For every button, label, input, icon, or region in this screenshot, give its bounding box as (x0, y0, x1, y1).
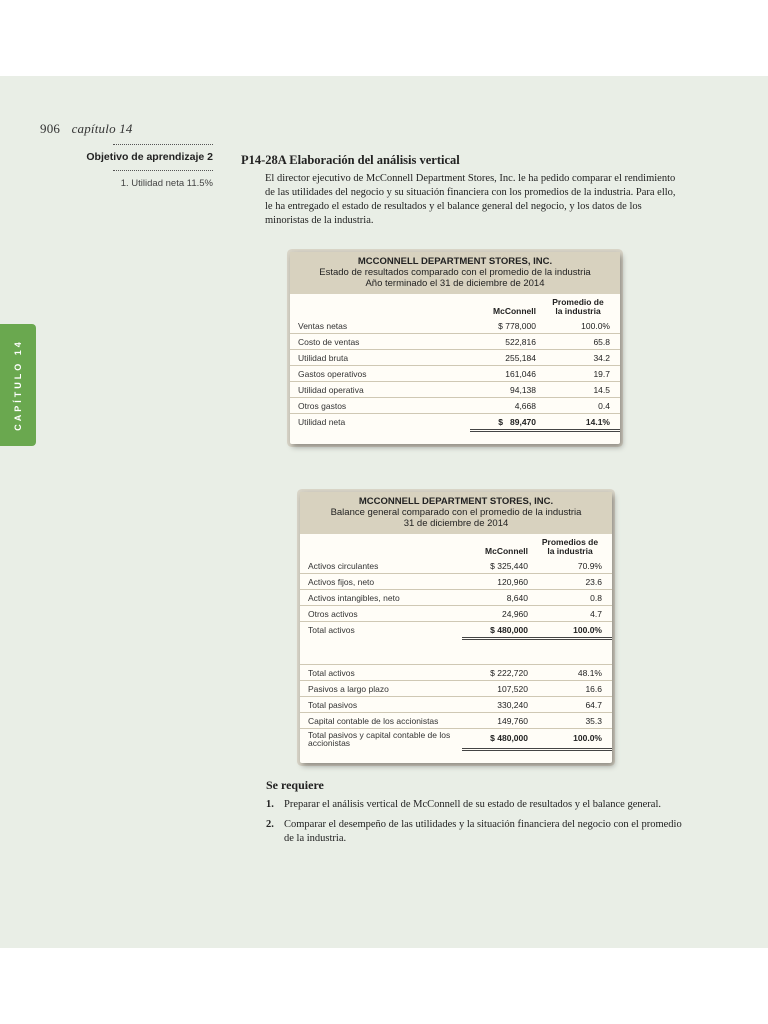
row-value-mcconnell: $ 222,720 (462, 665, 532, 681)
requirement-title: Se requiere (266, 778, 324, 792)
chapter-title: capítulo 14 (71, 121, 133, 136)
row-value-mcconnell: 120,960 (462, 574, 532, 590)
company-name: MCCONNELL DEPARTMENT STORES, INC. (357, 256, 553, 267)
row-label: Otros activos (300, 606, 462, 622)
row-value-industry: 14.5 (540, 382, 620, 398)
item-number: 1. (266, 799, 274, 810)
row-value-mcconnell: 255,184 (470, 350, 540, 366)
requirement-item (266, 818, 686, 846)
column-header-row (300, 534, 612, 558)
company-name: MCCONNELL DEPARTMENT STORES, INC. (358, 496, 554, 507)
row-label: Utilidad bruta (290, 350, 470, 366)
chapter-tab (0, 324, 36, 446)
row-value-industry: 100.0% (540, 318, 620, 334)
table-row (300, 590, 612, 606)
row-value-mcconnell: 94,138 (470, 382, 540, 398)
statement-period: 31 de diciembre de 2014 (403, 518, 509, 529)
table-row-total (300, 729, 612, 750)
column-header-industry (540, 294, 620, 318)
problem-title: P14-28A Elaboración del análisis vertical (241, 153, 460, 167)
balance-sheet-card (300, 492, 612, 763)
row-value-industry: 34.2 (540, 350, 620, 366)
objective-title: Objetivo de aprendizaje 2 (86, 151, 213, 163)
row-value-mcconnell: 161,046 (470, 366, 540, 382)
requirement-block (266, 778, 686, 852)
table-row (300, 697, 612, 713)
row-label: Total pasivos (300, 697, 462, 713)
income-statement-header (290, 252, 620, 294)
row-value-industry: 14.1% (540, 414, 620, 431)
row-label: Capital contable de los accionistas (300, 713, 462, 729)
table-row-total (300, 622, 612, 639)
row-label: Utilidad neta (298, 417, 346, 428)
row-value-industry: 100.0% (532, 622, 612, 639)
row-value-mcconnell: $ 325,440 (462, 558, 532, 574)
balance-sheet-header (300, 492, 612, 534)
row-label: Total activos (308, 625, 355, 636)
row-label: Activos circulantes (300, 558, 462, 574)
page-header (40, 121, 133, 137)
divider (113, 144, 213, 145)
table-row (300, 681, 612, 697)
row-value-industry: 64.7 (532, 697, 612, 713)
row-value-mcconnell: $ 480,000 (462, 622, 532, 639)
row-label: Costo de ventas (290, 334, 470, 350)
page-number: 906 (40, 121, 61, 136)
statement-subtitle: Estado de resultados comparado con el promedio de la industria (319, 267, 591, 278)
table-row (300, 574, 612, 590)
column-header-mcconnell: McConnell (485, 546, 528, 556)
chapter-tab-label: CAPÍTULO 14 (13, 339, 23, 431)
item-number: 2. (266, 819, 274, 830)
learning-objective (70, 144, 213, 189)
column-header-row (290, 294, 620, 318)
item-text: Preparar el análisis vertical de McConnell de su estado de resultados y el balance general. (284, 799, 661, 810)
column-header-industry-line2: la industria (547, 546, 593, 556)
item-text: Comparar el desempeño de las utilidades y la situación financiera del negocio con el promedio de la industria. (284, 819, 682, 844)
row-value-mcconnell: $ 480,000 (462, 729, 532, 750)
row-value-mcconnell: 24,960 (462, 606, 532, 622)
table-row-total (290, 414, 620, 431)
row-value-industry: 0.8 (532, 590, 612, 606)
row-value-mcconnell: 330,240 (462, 697, 532, 713)
row-value-industry: 23.6 (532, 574, 612, 590)
row-label: Total pasivos y capital contable de los accionistas (308, 730, 451, 748)
column-header-industry-line2: la industria (555, 306, 601, 316)
column-header-mcconnell: McConnell (493, 306, 536, 316)
table-row (300, 713, 612, 729)
row-value-mcconnell: 107,520 (462, 681, 532, 697)
statement-subtitle: Balance general comparado con el promedio de la industria (330, 507, 582, 518)
table-row (290, 398, 620, 414)
row-label: Activos intangibles, neto (300, 590, 462, 606)
row-label: Gastos operativos (290, 366, 470, 382)
row-label: Otros gastos (290, 398, 470, 414)
row-value-mcconnell: 4,668 (470, 398, 540, 414)
row-value-industry: 70.9% (532, 558, 612, 574)
row-value-industry: 19.7 (540, 366, 620, 382)
table-row (300, 665, 612, 681)
row-value-mcconnell: $ 89,470 (470, 414, 540, 431)
table-row (290, 366, 620, 382)
row-value-mcconnell: 149,760 (462, 713, 532, 729)
column-header-industry-line1: Promedios de (541, 537, 599, 547)
divider (113, 170, 213, 171)
row-value-industry: 35.3 (532, 713, 612, 729)
row-label: Utilidad operativa (290, 382, 470, 398)
row-value-mcconnell: 522,816 (470, 334, 540, 350)
table-row (290, 382, 620, 398)
objective-hint: 1. Utilidad neta 11.5% (120, 178, 213, 189)
row-label: Total activos (300, 665, 462, 681)
table-row (290, 318, 620, 334)
column-header-industry (532, 534, 612, 558)
income-statement-table (290, 294, 620, 444)
row-value-industry: 4.7 (532, 606, 612, 622)
row-label: Activos fijos, neto (300, 574, 462, 590)
statement-period: Año terminado el 31 de diciembre de 2014 (365, 278, 545, 289)
table-row (300, 558, 612, 574)
table-row (290, 350, 620, 366)
table-row (300, 606, 612, 622)
requirement-item (266, 798, 686, 812)
row-value-industry: 48.1% (532, 665, 612, 681)
table-row (290, 334, 620, 350)
column-header-industry-line1: Promedio de (552, 297, 604, 307)
balance-sheet-table (300, 534, 612, 763)
problem-block (241, 153, 681, 228)
row-value-mcconnell: 8,640 (462, 590, 532, 606)
problem-text: El director ejecutivo de McConnell Department Stores, Inc. le ha pedido comparar el rendimiento de las utilidades del negocio y su situación financiera con los promedios de la industria. Para ello, le ha entregado el estado de resultados y el balance general del negocio, y los datos de los minoristas de la industria. (265, 173, 676, 226)
row-label: Ventas netas (290, 318, 470, 334)
row-value-mcconnell: $ 778,000 (470, 318, 540, 334)
row-value-industry: 16.6 (532, 681, 612, 697)
row-label: Pasivos a largo plazo (300, 681, 462, 697)
row-value-industry: 100.0% (532, 729, 612, 750)
row-value-industry: 65.8 (540, 334, 620, 350)
row-value-industry: 0.4 (540, 398, 620, 414)
income-statement-card (290, 252, 620, 444)
